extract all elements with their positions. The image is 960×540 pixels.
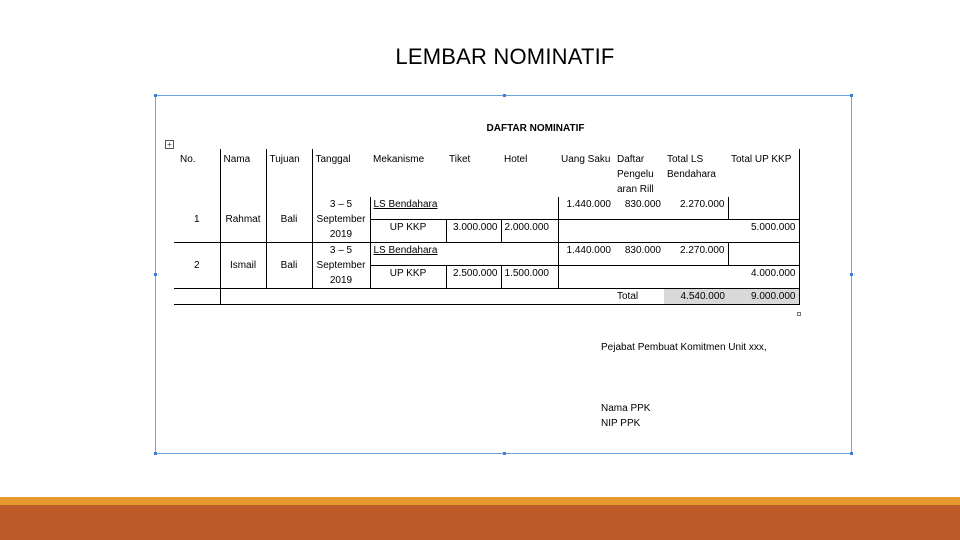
table-move-icon[interactable]: + xyxy=(165,140,174,149)
row-uang-saku-up-empty xyxy=(558,219,614,242)
row-total-ls: 2.270.000 xyxy=(664,197,728,219)
signature-name: Nama PPK xyxy=(601,403,651,414)
signature-official: Pejabat Pembuat Komitmen Unit xxx, xyxy=(601,342,767,353)
row-mekanisme-up: UP KKP xyxy=(370,219,446,242)
header-uang-saku: Uang Saku xyxy=(561,154,611,165)
row-total-ls-up-empty xyxy=(664,219,728,242)
nominative-table xyxy=(174,149,800,305)
header-total-ls: Total LS Bendahara xyxy=(667,154,716,180)
row-total-up-ls-empty xyxy=(728,197,799,219)
frame-handle-left[interactable] xyxy=(154,273,157,276)
table-resize-handle[interactable] xyxy=(797,312,801,316)
row-total-up-ls-empty xyxy=(728,243,799,266)
header-mekanisme: Mekanisme xyxy=(373,154,425,165)
row-nama: Ismail xyxy=(220,243,266,289)
row-mekanisme-up: UP KKP xyxy=(370,266,446,289)
row-tanggal: 3 – 5 September 2019 xyxy=(312,197,370,243)
header-no: No. xyxy=(174,149,220,197)
frame-handle-bottom-left[interactable] xyxy=(154,452,157,455)
header-tujuan: Tujuan xyxy=(266,149,312,197)
row-no: 2 xyxy=(174,243,220,289)
header-nama: Nama xyxy=(220,149,266,197)
document-frame xyxy=(155,95,852,454)
header-tanggal: Tanggal xyxy=(315,154,351,165)
header-daftar-pengeluaran: Daftar Pengelu aran Rill xyxy=(617,154,654,195)
table-row xyxy=(174,197,799,219)
row-pengeluaran: 830.000 xyxy=(614,197,664,219)
row-hotel-ls-empty xyxy=(501,243,558,266)
table-title: DAFTAR NOMINATIF xyxy=(486,123,585,134)
total-empty xyxy=(174,289,220,305)
mekanisme-ls-label: LS Bendahara xyxy=(373,245,438,256)
mekanisme-ls-label: LS Bendahara xyxy=(373,199,438,210)
row-pengeluaran-up-empty xyxy=(614,219,664,242)
row-hotel-ls-empty xyxy=(501,197,558,219)
signature-nip: NIP PPK xyxy=(601,418,641,429)
frame-handle-top-right[interactable] xyxy=(850,94,853,97)
row-total-up: 4.000.000 xyxy=(728,266,799,289)
row-tujuan: Bali xyxy=(266,243,312,289)
row-pengeluaran: 830.000 xyxy=(614,243,664,266)
total-spacer xyxy=(220,289,614,305)
row-tiket: 2.500.000 xyxy=(446,266,501,289)
row-tiket-ls-empty xyxy=(446,243,501,266)
row-uang-saku: 1.440.000 xyxy=(558,197,614,219)
total-ls: 4.540.000 xyxy=(664,289,728,305)
row-tujuan: Bali xyxy=(266,197,312,243)
footer-rust-band xyxy=(0,505,960,540)
row-nama: Rahmat xyxy=(220,197,266,243)
slide-title: LEMBAR NOMINATIF xyxy=(395,44,615,69)
row-total-ls: 2.270.000 xyxy=(664,243,728,266)
frame-handle-right[interactable] xyxy=(850,273,853,276)
frame-handle-bottom-right[interactable] xyxy=(850,452,853,455)
row-no: 1 xyxy=(174,197,220,243)
header-total-up: Total UP KKP xyxy=(728,149,799,197)
total-row xyxy=(174,289,799,305)
row-total-up: 5.000.000 xyxy=(728,219,799,242)
row-hotel: 1.500.000 xyxy=(501,266,558,289)
row-tiket-ls-empty xyxy=(446,197,501,219)
row-mekanisme-ls xyxy=(370,243,446,266)
row-mekanisme-ls xyxy=(370,197,446,219)
table-header-row xyxy=(174,149,799,197)
footer-gold-band xyxy=(0,497,960,505)
frame-handle-bottom[interactable] xyxy=(503,452,506,455)
frame-handle-top-left[interactable] xyxy=(154,94,157,97)
table-row xyxy=(174,243,799,266)
frame-handle-top[interactable] xyxy=(503,94,506,97)
row-tanggal: 3 – 5 September 2019 xyxy=(312,243,370,289)
header-tiket: Tiket xyxy=(449,154,471,165)
row-total-ls-up-empty xyxy=(664,266,728,289)
row-hotel: 2.000.000 xyxy=(501,219,558,242)
row-tiket: 3.000.000 xyxy=(446,219,501,242)
total-label: Total xyxy=(614,289,664,305)
row-pengeluaran-up-empty xyxy=(614,266,664,289)
row-uang-saku-up-empty xyxy=(558,266,614,289)
header-hotel: Hotel xyxy=(504,154,528,165)
total-up: 9.000.000 xyxy=(728,289,799,305)
row-uang-saku: 1.440.000 xyxy=(558,243,614,266)
